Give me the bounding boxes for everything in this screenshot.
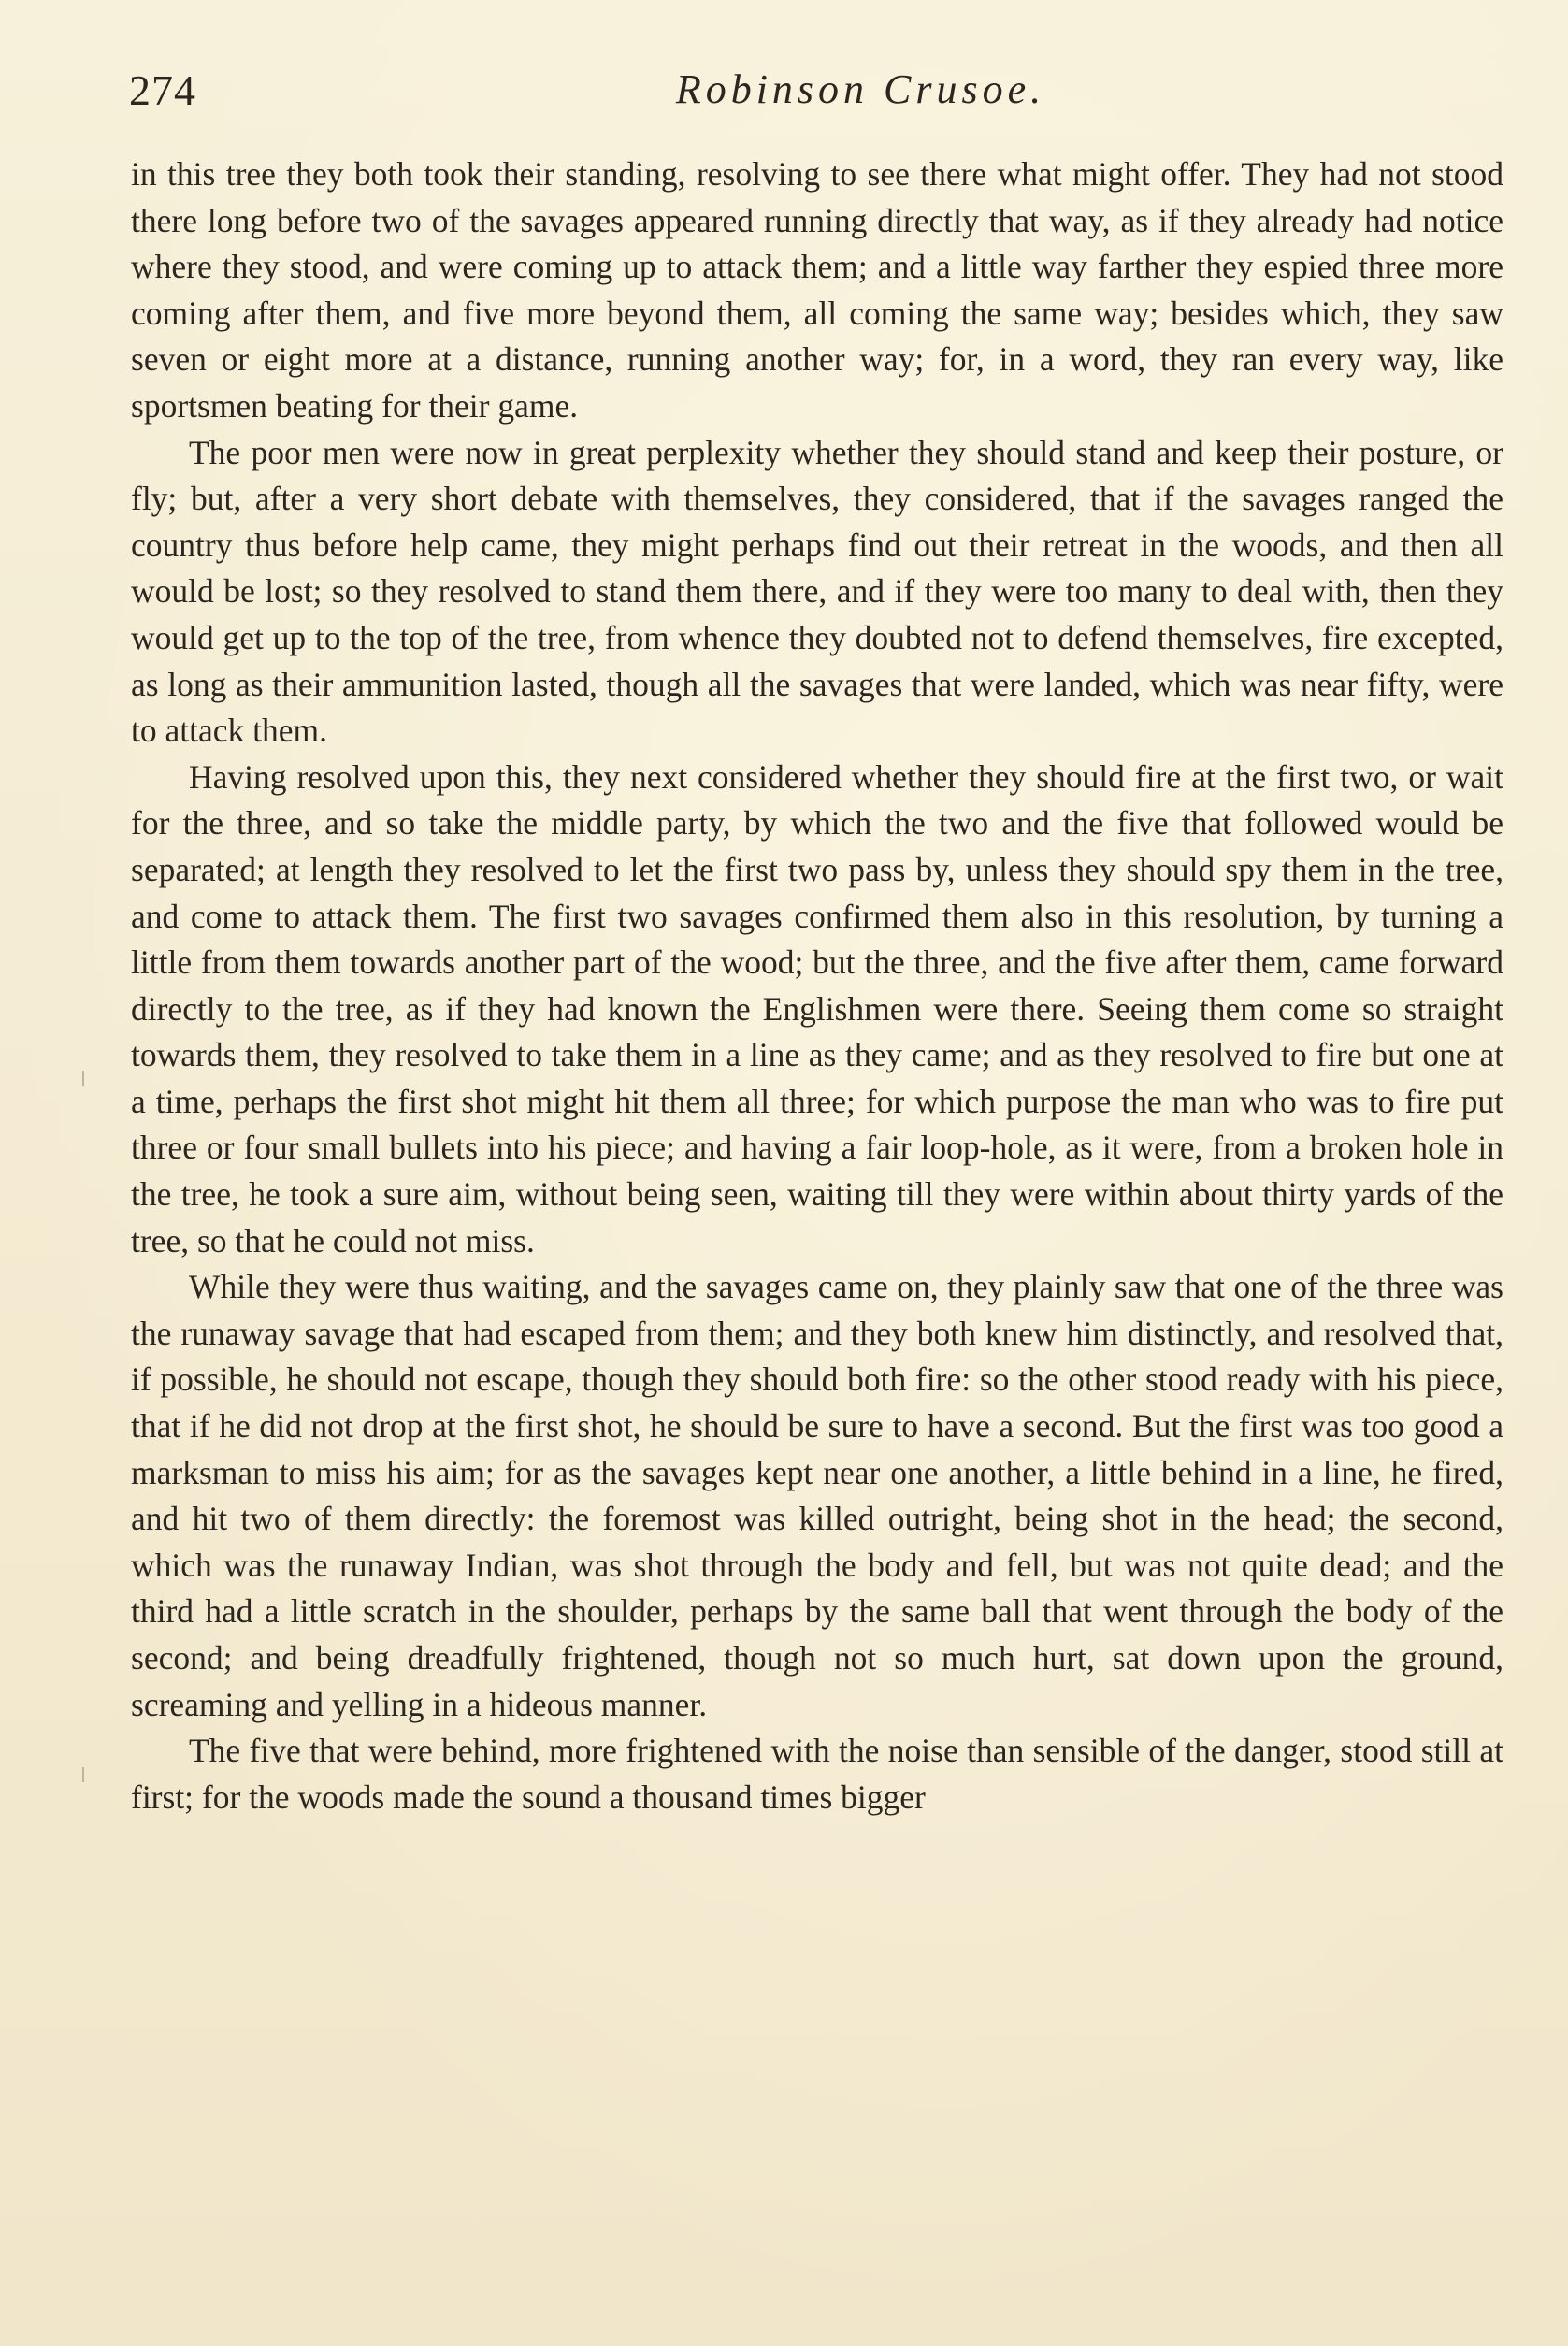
body-text (131, 151, 1503, 1821)
margin-speck (82, 1071, 84, 1086)
margin-speck (82, 1767, 84, 1782)
paragraph-3: Having resolved upon this, they next considered whether they should fire at the first two, or wait for the three, and so take the middle party, by which the two and the five that followed would be separated; at length they resolved to let the first two pass by, unless they should spy them in the tree, and come to attack them. The first two savages confirmed them also in this resolution, by turning a little from them towards another part of the wood; but the three, and the five after them, came forward directly to the tree, as if they had known the Englishmen were there. Seeing them come so straight towards them, they resolved to take them in a line as they came; and as they resolved to fire but one at a time, perhaps the first shot might hit them all three; for which purpose the man who was to fire put three or four small bullets into his piece; and having a fair loop-hole, as it were, from a broken hole in the tree, he took a sure aim, without being seen, waiting till they were within about thirty yards of the tree, so that he could not miss. (131, 757, 1503, 1259)
paragraph-5: The five that were behind, more frightened with the noise than sensible of the danger, stood still at first; for the woods made the sound a thousand times bigger (131, 1732, 1503, 1816)
paragraph-4: While they were thus waiting, and the savages came on, they plainly saw that one of the three was the runaway savage that had escaped from them; and they both knew him distinctly, and resolved that, if possible, he should not escape, though they should both fire: so the other stood ready with his piece, that if he did not drop at the first shot, he should be sure to have a second. But the first was too good a marksman to miss his aim; for as the savages kept near one another, a little behind in a line, he fired, and hit two of them directly: the foremost was killed outright, being shot in the head; the second, which was the runaway Indian, was shot through the body and fell, but was not quite dead; and the third had a little scratch in the shoulder, perhaps by the same ball that went through the body of the second; and being dreadfully frightened, though not so much hurt, sat down upon the ground, screaming and yelling in a hideous manner. (131, 1268, 1503, 1723)
paragraph-2: The poor men were now in great perplexity whether they should stand and keep their posture, or fly; but, after a very short debate with themselves, they considered, that if the savages ranged the country thus before help came, they might perhaps find out their retreat in the woods, and then all would be lost; so they resolved to stand them there, and if they were too many to deal with, then they would get up to the top of the tree, from whence they doubted not to defend themselves, fire excepted, as long as their ammunition lasted, though all the savages that were landed, which was near fifty, were to attack them. (131, 433, 1503, 750)
page-number: 274 (129, 66, 196, 114)
paragraph-1: in this tree they both took their standing, resolving to see there what might offer. They had not stood there long before two of the savages appeared running directly that way, as if they already had notice where they stood, and were coming up to attack them; and a little way farther they espied three more coming after them, and five more beyond them, all coming the same way; besides which, they saw seven or eight more at a distance, running another way; for, in a word, they ran every way, like sportsmen beating for their game. (131, 155, 1503, 425)
running-head: Robinson Crusoe. (675, 66, 1046, 112)
page-header (129, 58, 1508, 123)
